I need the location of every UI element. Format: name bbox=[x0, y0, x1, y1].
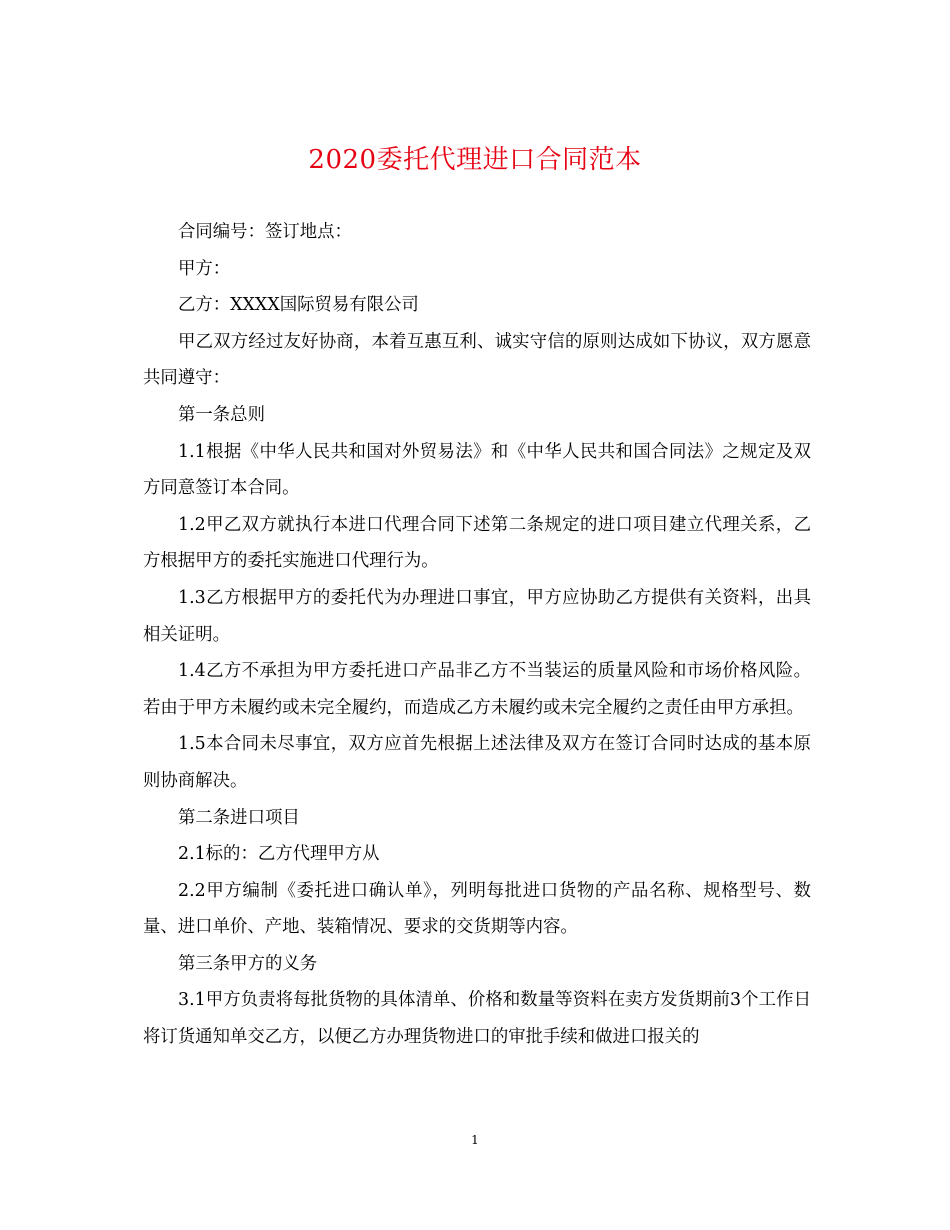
clause-3-1: 3.1甲方负责将每批货物的具体清单、价格和数量等资料在卖方发货期前3个工作日将订货通知单交乙方，以便乙方办理货物进口的审批手续和做进口报关的 bbox=[143, 990, 811, 1048]
article-2-heading: 第二条进口项目 bbox=[178, 807, 300, 828]
clause-1-2: 1.2甲乙双方就执行本进口代理合同下述第二条规定的进口项目建立代理关系，乙方根据甲方的委托实施进口代理行为。 bbox=[143, 514, 811, 572]
document-title: 2020委托代理进口合同范本 bbox=[308, 145, 642, 175]
clause-2-2: 2.2甲方编制《委托进口确认单》，列明每批进口货物的产品名称、规格型号、数量、进口单价、产地、装箱情况、要求的交货期等内容。 bbox=[143, 880, 811, 938]
clause-2-1: 2.1标的：乙方代理甲方从 bbox=[178, 844, 380, 865]
clause-1-3: 1.3乙方根据甲方的委托代为办理进口事宜，甲方应协助乙方提供有关资料，出具相关证明。 bbox=[143, 587, 811, 645]
clause-1-1: 1.1根据《中华人民共和国对外贸易法》和《中华人民共和国合同法》之规定及双方同意签订本合同。 bbox=[143, 441, 811, 499]
clause-1-5: 1.5本合同未尽事宜，双方应首先根据上述法律及双方在签订合同时达成的基本原则协商解决。 bbox=[143, 734, 811, 791]
article-1-heading: 第一条总则 bbox=[178, 404, 265, 425]
page-number: 1 bbox=[471, 1133, 479, 1147]
clause-1-4: 1.4乙方不承担为甲方委托进口产品非乙方不当装运的质量风险和市场价格风险。若由于甲方未履约或未完全履约，而造成乙方未履约或未完全履约之责任由甲方承担。 bbox=[143, 661, 811, 718]
contract-number-line: 合同编号：签订地点： bbox=[178, 222, 352, 242]
party-a-line: 甲方： bbox=[178, 258, 231, 279]
article-3-heading: 第三条甲方的义务 bbox=[178, 953, 318, 974]
document-body bbox=[143, 214, 811, 1056]
party-b-line: 乙方：XXXX国际贸易有限公司 bbox=[178, 295, 419, 316]
preamble-paragraph: 甲乙双方经过友好协商，本着互惠互利、诚实守信的原则达成如下协议，双方愿意共同遵守： bbox=[143, 331, 811, 389]
